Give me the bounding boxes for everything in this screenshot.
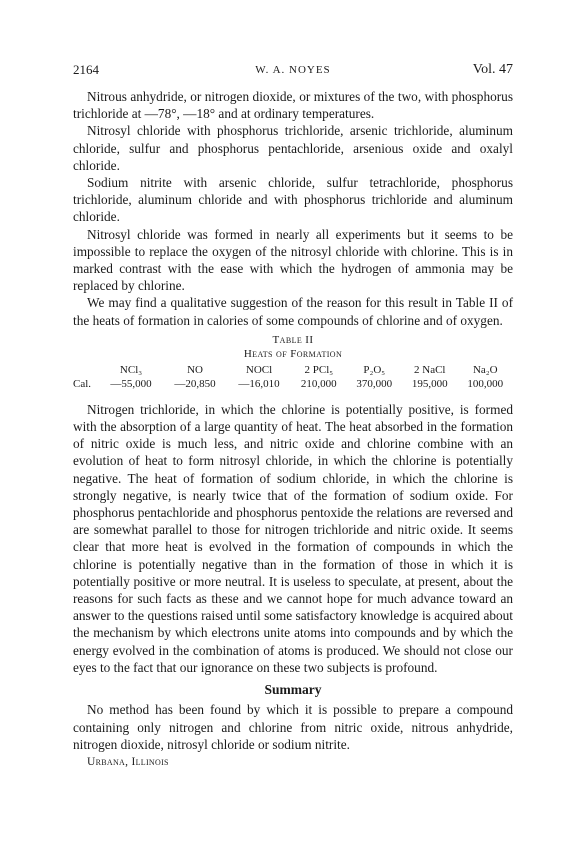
table-cell: 195,000 — [411, 377, 448, 390]
running-author: W. A. NOYES — [255, 64, 331, 76]
summary-heading: Summary — [264, 682, 322, 698]
article-body — [73, 88, 513, 771]
paragraph-nitrous-anhydride: Nitrous anhydride, or nitrogen dioxide, or mixtures of the two, with phosphorus trichloride at —78°, —18° and at ordinary temperatures. — [73, 89, 513, 122]
paragraph-nitrosyl-formed: Nitrosyl chloride was formed in nearly all experiments but it seems to be impossible to replace the oxygen of the nitrosyl chloride with chlorine. This is in marked contrast with the ease with which the hydrogen of ammonia may be replaced by chlorine. — [73, 226, 513, 294]
page-number: 2164 — [73, 62, 99, 77]
table-column-header: NCl₃ — [119, 363, 143, 376]
affiliation-place: Urbana, Illinois — [87, 755, 169, 768]
heats-table-block — [73, 333, 513, 391]
table-cell: 100,000 — [467, 377, 504, 390]
table-title: Table II — [272, 333, 314, 346]
table-cell: 210,000 — [300, 377, 337, 390]
paragraph-nitrosyl-chloride-reagents: Nitrosyl chloride with phosphorus trichloride, arsenic trichloride, aluminum chloride, sulfur and phosphorus pentachloride, arsenious oxide and oxalyl chloride. — [73, 123, 513, 173]
table-cell: —16,010 — [238, 377, 280, 390]
table-corner — [73, 363, 99, 377]
table-column-header: P₂O₅ — [363, 363, 386, 376]
table-header-row — [73, 363, 513, 377]
paragraph-sodium-nitrite: Sodium nitrite with arsenic chloride, sulfur tetrachloride, phosphorus trichloride, aluminum chloride and with phosphorus trichloride and aluminum chloride. — [73, 175, 513, 225]
summary-text: No method has been found by which it is possible to prepare a compound containing only nitrogen and chlorine from nitric oxide, nitrous anhydride, nitrogen dioxide, nitrosyl chloride or sodium nitrite. — [73, 702, 513, 752]
table-column-header: NOCl — [245, 363, 273, 376]
table-row-label: Cal. — [73, 377, 92, 390]
table-row — [73, 377, 513, 391]
table-cell: —20,850 — [174, 377, 216, 390]
table-cell: 370,000 — [356, 377, 393, 390]
table-column-header: 2 NaCl — [414, 363, 446, 376]
paragraph-qualitative-suggestion: We may find a qualitative suggestion of the reason for this result in Table II of the heats of formation in calories of some compounds of chlorine and of oxygen. — [73, 295, 513, 328]
table-column-header: Na₂O — [472, 363, 498, 376]
table-column-header: NO — [187, 363, 203, 376]
volume-label: Vol. 47 — [472, 62, 513, 77]
table-subtitle: Heats of Formation — [243, 347, 343, 360]
heats-of-formation-table — [73, 363, 513, 391]
table-column-header: 2 PCl₅ — [304, 363, 334, 376]
running-header — [73, 62, 513, 80]
paragraph-discussion: Nitrogen trichloride, in which the chlorine is potentially positive, is formed with the absorption of a large quantity of heat. The heat absorbed in the formation of nitric oxide is much less, and nitric oxide and chlorine combine with an evolution of heat to form nitrosyl chloride, in which the chlorine is potentially negative. The heat of formation of sodium chloride, in which the chlorine is strongly negative, is nearly twice that of the formation of sodium oxide. For phosphorus pentachloride and phosphorus pentoxide the relations are reversed and are somewhat parallel to those for nitrogen trichloride and nitric oxide. It seems clear that more heat is evolved in the formation of compounds in which the chlorine is potentially negative than in the formation of those in which it is potentially positive or more neutral. It is useless to speculate, at present, about the reasons for such facts as these and we cannot hope for much advance toward an answer to the questions raised until some satisfactory knowledge is acquired about the mechanism by which electrons unite atoms into compounds and by which the energy evolved in the combination of atoms is produced. We should not close our eyes to the fact that our ignorance on these two subjects is profound. — [73, 401, 513, 675]
table-cell: —55,000 — [110, 377, 152, 390]
